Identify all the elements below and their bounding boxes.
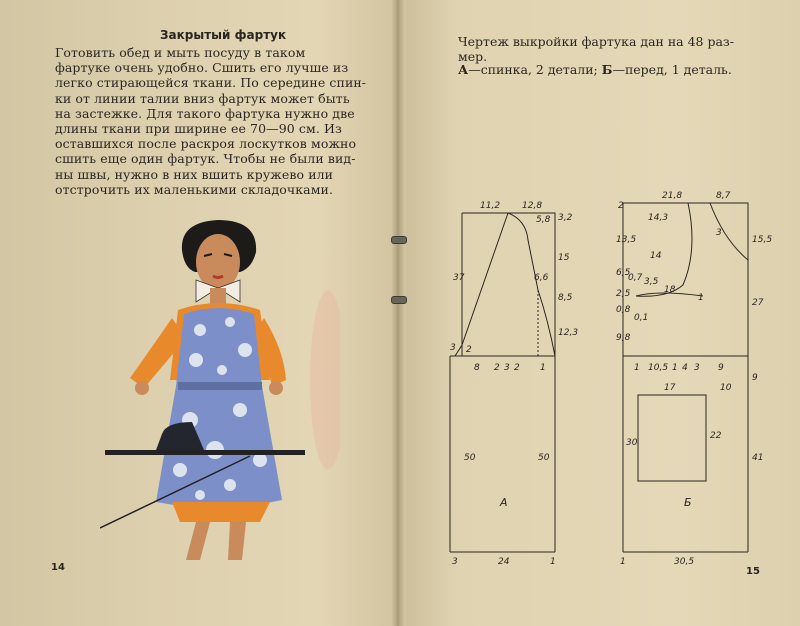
b-label-23: 3 <box>694 363 700 373</box>
a-label-16: 1 <box>540 363 546 373</box>
b-label-3: 8,7 <box>716 191 731 201</box>
a-label-19: 3 <box>452 557 458 567</box>
part-a-letter: А <box>458 62 469 77</box>
b-label-17: 0,1 <box>634 313 649 323</box>
a-label-17: 50 <box>464 453 476 463</box>
a-label-3: 5,8 <box>536 215 551 225</box>
b-label-24: 9 <box>718 363 724 373</box>
a-label-8: 8,5 <box>558 293 573 303</box>
a-label-21: 1 <box>550 557 556 567</box>
b-label-30: 41 <box>752 453 764 463</box>
b-label-2: 21,8 <box>662 191 683 201</box>
b-label-4: 14,3 <box>648 213 669 223</box>
b-label-19: 1 <box>634 363 640 373</box>
pattern-parts-line <box>458 62 732 77</box>
a-label-20: 24 <box>498 557 510 567</box>
pattern-b-letter: Б <box>684 496 692 509</box>
a-label-15: 2 <box>514 363 520 373</box>
a-label-10: 3 <box>450 343 456 353</box>
body-paragraph: Готовить обед и мыть посуду в таком фартуке очень удобно. Сшить его лучше из легко стирающейся ткани. По середине спин- ки от линии талии вниз фартук может быть на застежке. Для такого фартука нужно две длины ткани при ширине ее 70—90 см. Из оставшихся после раскроя лоскутков можно сшить еще один фартук. Чтобы не были вид- ны швы, нужно в них вшить кружево или отстрочить их маленькими складочками. <box>55 45 367 197</box>
a-label-2: 12,8 <box>522 201 543 211</box>
b-label-28: 30 <box>626 438 638 448</box>
part-b-letter: Б <box>601 62 613 77</box>
page-heading: Закрытый фартук <box>160 28 287 42</box>
b-label-9: 6,5 <box>616 268 631 278</box>
b-label-22: 4 <box>682 363 688 373</box>
b-label-31: 1 <box>620 557 626 567</box>
a-label-14: 3 <box>504 363 510 373</box>
b-label-1: 2 <box>618 201 624 211</box>
a-label-7: 6,6 <box>534 273 549 283</box>
b-label-16: 0,8 <box>616 305 631 315</box>
part-b-text: —перед, 1 деталь. <box>612 62 732 77</box>
b-label-21: 1 <box>672 363 678 373</box>
apron-pattern-drawing <box>398 180 798 580</box>
a-label-6: 15 <box>558 253 570 263</box>
pattern-intro-text: Чертеж выкройки фартука дан на 48 раз- мер. <box>458 34 734 64</box>
b-label-8: 14 <box>650 251 662 261</box>
b-label-32: 30,5 <box>674 557 695 567</box>
a-label-5: 37 <box>453 273 465 283</box>
woman-ironing-illustration <box>100 210 340 560</box>
a-label-9: 12,3 <box>558 328 579 338</box>
a-label-4: 3,2 <box>558 213 573 223</box>
b-label-26: 17 <box>664 383 676 393</box>
b-label-27: 10 <box>720 383 732 393</box>
b-label-14: 1 <box>698 293 704 303</box>
b-label-10: 0,7 <box>628 273 643 283</box>
page-number-right: 15 <box>746 566 760 577</box>
b-label-7: 3 <box>716 228 722 238</box>
b-label-25: 9 <box>752 373 758 383</box>
b-label-15: 27 <box>752 298 764 308</box>
b-label-6: 15,5 <box>752 235 773 245</box>
page-number-left: 14 <box>51 562 65 573</box>
b-label-29: 22 <box>710 431 722 441</box>
b-label-12: 2,5 <box>616 289 631 299</box>
a-label-13: 2 <box>494 363 500 373</box>
pattern-a-letter: А <box>500 496 508 509</box>
a-label-11: 2 <box>466 345 472 355</box>
b-label-11: 3,5 <box>644 277 659 287</box>
a-label-18: 50 <box>538 453 550 463</box>
b-label-20: 10,5 <box>648 363 669 373</box>
b-label-5: 13,5 <box>616 235 637 245</box>
a-label-1: 11,2 <box>480 201 501 211</box>
part-a-text: —спинка, 2 детали; <box>468 62 602 77</box>
b-label-13: 18 <box>664 285 676 295</box>
b-label-18: 9,8 <box>616 333 631 343</box>
a-label-12: 8 <box>474 363 480 373</box>
